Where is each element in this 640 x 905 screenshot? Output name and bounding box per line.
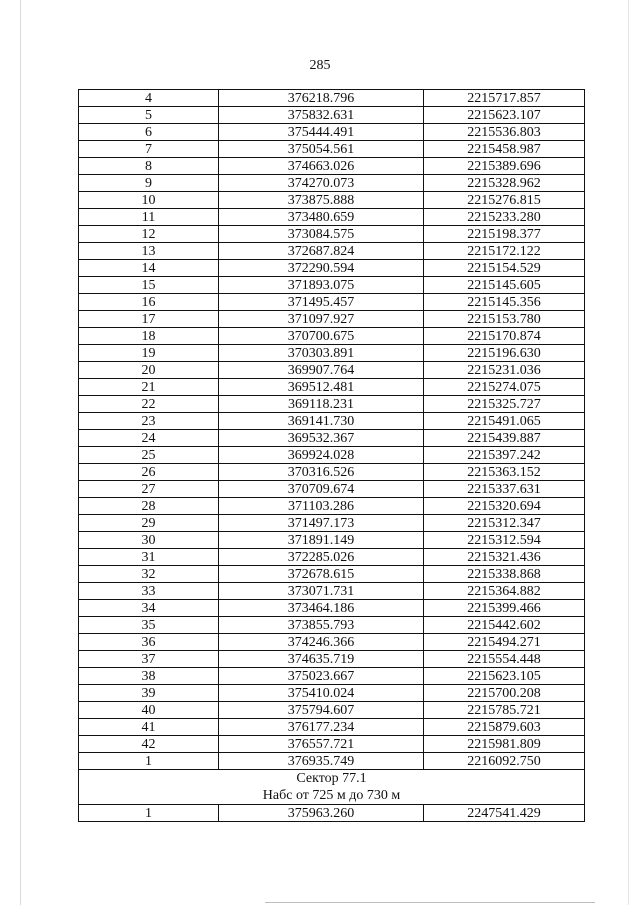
x-coordinate-cell: 373084.575 — [219, 226, 424, 243]
table-row — [79, 430, 585, 447]
point-number-cell: 30 — [79, 532, 219, 549]
y-coordinate-cell: 2215145.356 — [424, 294, 585, 311]
y-coordinate-cell: 2215363.152 — [424, 464, 585, 481]
table-row — [79, 90, 585, 107]
point-number-cell: 12 — [79, 226, 219, 243]
y-coordinate-cell: 2215312.594 — [424, 532, 585, 549]
table-row — [79, 668, 585, 685]
table-row — [79, 498, 585, 515]
x-coordinate-cell: 371893.075 — [219, 277, 424, 294]
table-row — [79, 753, 585, 770]
y-coordinate-cell: 2215700.208 — [424, 685, 585, 702]
y-coordinate-cell: 2215337.631 — [424, 481, 585, 498]
x-coordinate-cell: 374635.719 — [219, 651, 424, 668]
y-coordinate-cell: 2215321.436 — [424, 549, 585, 566]
y-coordinate-cell: 2215981.809 — [424, 736, 585, 753]
y-coordinate-cell: 2215442.602 — [424, 617, 585, 634]
sector-title: Сектор 77.1 — [79, 770, 585, 788]
x-coordinate-cell: 371495.457 — [219, 294, 424, 311]
table-row — [79, 805, 585, 822]
x-coordinate-cell: 376218.796 — [219, 90, 424, 107]
table-row — [79, 685, 585, 702]
point-number-cell: 1 — [79, 805, 219, 822]
x-coordinate-cell: 369141.730 — [219, 413, 424, 430]
point-number-cell: 24 — [79, 430, 219, 447]
point-number-cell: 31 — [79, 549, 219, 566]
table-row — [79, 175, 585, 192]
y-coordinate-cell: 2215536.803 — [424, 124, 585, 141]
table-row — [79, 226, 585, 243]
rows-before-group — [79, 90, 585, 770]
y-coordinate-cell: 2215439.887 — [424, 430, 585, 447]
point-number-cell: 5 — [79, 107, 219, 124]
x-coordinate-cell: 376557.721 — [219, 736, 424, 753]
point-number-cell: 38 — [79, 668, 219, 685]
scan-edge-bottom — [265, 902, 595, 903]
point-number-cell: 26 — [79, 464, 219, 481]
table-row — [79, 294, 585, 311]
point-number-cell: 16 — [79, 294, 219, 311]
point-number-cell: 9 — [79, 175, 219, 192]
y-coordinate-cell: 2215170.874 — [424, 328, 585, 345]
table-row — [79, 209, 585, 226]
y-coordinate-cell: 2215491.065 — [424, 413, 585, 430]
point-number-cell: 37 — [79, 651, 219, 668]
point-number-cell: 25 — [79, 447, 219, 464]
point-number-cell: 28 — [79, 498, 219, 515]
y-coordinate-cell: 2215397.242 — [424, 447, 585, 464]
y-coordinate-cell: 2215717.857 — [424, 90, 585, 107]
x-coordinate-cell: 374246.366 — [219, 634, 424, 651]
point-number-cell: 10 — [79, 192, 219, 209]
table-row — [79, 345, 585, 362]
x-coordinate-cell: 374663.026 — [219, 158, 424, 175]
point-number-cell: 35 — [79, 617, 219, 634]
point-number-cell: 29 — [79, 515, 219, 532]
x-coordinate-cell: 371891.149 — [219, 532, 424, 549]
table-row — [79, 396, 585, 413]
x-coordinate-cell: 376935.749 — [219, 753, 424, 770]
x-coordinate-cell: 373855.793 — [219, 617, 424, 634]
y-coordinate-cell: 2215172.122 — [424, 243, 585, 260]
table-row — [79, 651, 585, 668]
y-coordinate-cell: 2215154.529 — [424, 260, 585, 277]
table-row — [79, 549, 585, 566]
point-number-cell: 18 — [79, 328, 219, 345]
table-row — [79, 192, 585, 209]
x-coordinate-cell: 373875.888 — [219, 192, 424, 209]
table-row — [79, 328, 585, 345]
point-number-cell: 19 — [79, 345, 219, 362]
x-coordinate-cell: 370303.891 — [219, 345, 424, 362]
point-number-cell: 39 — [79, 685, 219, 702]
y-coordinate-cell: 2215153.780 — [424, 311, 585, 328]
point-number-cell: 27 — [79, 481, 219, 498]
y-coordinate-cell: 2215389.696 — [424, 158, 585, 175]
y-coordinate-cell: 2216092.750 — [424, 753, 585, 770]
scan-edge-left — [20, 0, 21, 905]
table-row — [79, 481, 585, 498]
coordinates-table — [78, 89, 585, 822]
table-row — [79, 600, 585, 617]
point-number-cell: 11 — [79, 209, 219, 226]
x-coordinate-cell: 372678.615 — [219, 566, 424, 583]
point-number-cell: 33 — [79, 583, 219, 600]
point-number-cell: 22 — [79, 396, 219, 413]
table-row — [79, 311, 585, 328]
x-coordinate-cell: 375054.561 — [219, 141, 424, 158]
sector-title-row — [79, 770, 585, 788]
y-coordinate-cell: 2215233.280 — [424, 209, 585, 226]
point-number-cell: 23 — [79, 413, 219, 430]
y-coordinate-cell: 2215231.036 — [424, 362, 585, 379]
y-coordinate-cell: 2215399.466 — [424, 600, 585, 617]
x-coordinate-cell: 369118.231 — [219, 396, 424, 413]
table-row — [79, 362, 585, 379]
scan-edge-right — [628, 0, 629, 905]
x-coordinate-cell: 370316.526 — [219, 464, 424, 481]
point-number-cell: 13 — [79, 243, 219, 260]
point-number-cell: 1 — [79, 753, 219, 770]
table-row — [79, 124, 585, 141]
table-row — [79, 583, 585, 600]
page-number: 285 — [309, 58, 331, 73]
point-number-cell: 36 — [79, 634, 219, 651]
point-number-cell: 17 — [79, 311, 219, 328]
y-coordinate-cell: 2215785.721 — [424, 702, 585, 719]
y-coordinate-cell: 2215276.815 — [424, 192, 585, 209]
table-row — [79, 277, 585, 294]
y-coordinate-cell: 2215879.603 — [424, 719, 585, 736]
y-coordinate-cell: 2215196.630 — [424, 345, 585, 362]
point-number-cell: 4 — [79, 90, 219, 107]
point-number-cell: 7 — [79, 141, 219, 158]
x-coordinate-cell: 373464.186 — [219, 600, 424, 617]
x-coordinate-cell: 371497.173 — [219, 515, 424, 532]
x-coordinate-cell: 372687.824 — [219, 243, 424, 260]
point-number-cell: 15 — [79, 277, 219, 294]
y-coordinate-cell: 2215494.271 — [424, 634, 585, 651]
sector-subtitle-row — [79, 787, 585, 805]
table-row — [79, 447, 585, 464]
point-number-cell: 41 — [79, 719, 219, 736]
y-coordinate-cell: 2215328.962 — [424, 175, 585, 192]
point-number-cell: 34 — [79, 600, 219, 617]
x-coordinate-cell: 375794.607 — [219, 702, 424, 719]
x-coordinate-cell: 375444.491 — [219, 124, 424, 141]
x-coordinate-cell: 375832.631 — [219, 107, 424, 124]
y-coordinate-cell: 2215325.727 — [424, 396, 585, 413]
table-row — [79, 736, 585, 753]
table-row — [79, 617, 585, 634]
point-number-cell: 40 — [79, 702, 219, 719]
point-number-cell: 14 — [79, 260, 219, 277]
sector-header-group — [79, 770, 585, 805]
table-row — [79, 532, 585, 549]
table-row — [79, 141, 585, 158]
table-row — [79, 379, 585, 396]
point-number-cell: 8 — [79, 158, 219, 175]
x-coordinate-cell: 369532.367 — [219, 430, 424, 447]
x-coordinate-cell: 373480.659 — [219, 209, 424, 226]
y-coordinate-cell: 2215554.448 — [424, 651, 585, 668]
y-coordinate-cell: 2215274.075 — [424, 379, 585, 396]
table-row — [79, 702, 585, 719]
x-coordinate-cell: 371103.286 — [219, 498, 424, 515]
y-coordinate-cell: 2215458.987 — [424, 141, 585, 158]
point-number-cell: 42 — [79, 736, 219, 753]
x-coordinate-cell: 369512.481 — [219, 379, 424, 396]
point-number-cell: 32 — [79, 566, 219, 583]
table-row — [79, 566, 585, 583]
table-row — [79, 158, 585, 175]
y-coordinate-cell: 2215364.882 — [424, 583, 585, 600]
x-coordinate-cell: 371097.927 — [219, 311, 424, 328]
x-coordinate-cell: 372285.026 — [219, 549, 424, 566]
table-row — [79, 719, 585, 736]
point-number-cell: 20 — [79, 362, 219, 379]
y-coordinate-cell: 2215320.694 — [424, 498, 585, 515]
x-coordinate-cell: 370709.674 — [219, 481, 424, 498]
x-coordinate-cell: 375410.024 — [219, 685, 424, 702]
x-coordinate-cell: 373071.731 — [219, 583, 424, 600]
x-coordinate-cell: 369907.764 — [219, 362, 424, 379]
rows-after-group — [79, 805, 585, 822]
x-coordinate-cell: 375963.260 — [219, 805, 424, 822]
table-row — [79, 260, 585, 277]
x-coordinate-cell: 369924.028 — [219, 447, 424, 464]
y-coordinate-cell: 2247541.429 — [424, 805, 585, 822]
x-coordinate-cell: 374270.073 — [219, 175, 424, 192]
x-coordinate-cell: 372290.594 — [219, 260, 424, 277]
x-coordinate-cell: 375023.667 — [219, 668, 424, 685]
x-coordinate-cell: 370700.675 — [219, 328, 424, 345]
table-row — [79, 634, 585, 651]
table-row — [79, 243, 585, 260]
y-coordinate-cell: 2215198.377 — [424, 226, 585, 243]
table-row — [79, 107, 585, 124]
table-row — [79, 464, 585, 481]
table-row — [79, 515, 585, 532]
table-row — [79, 413, 585, 430]
point-number-cell: 21 — [79, 379, 219, 396]
sector-subtitle: Набс от 725 м до 730 м — [79, 787, 585, 805]
y-coordinate-cell: 2215623.107 — [424, 107, 585, 124]
y-coordinate-cell: 2215145.605 — [424, 277, 585, 294]
point-number-cell: 6 — [79, 124, 219, 141]
x-coordinate-cell: 376177.234 — [219, 719, 424, 736]
y-coordinate-cell: 2215623.105 — [424, 668, 585, 685]
y-coordinate-cell: 2215312.347 — [424, 515, 585, 532]
y-coordinate-cell: 2215338.868 — [424, 566, 585, 583]
